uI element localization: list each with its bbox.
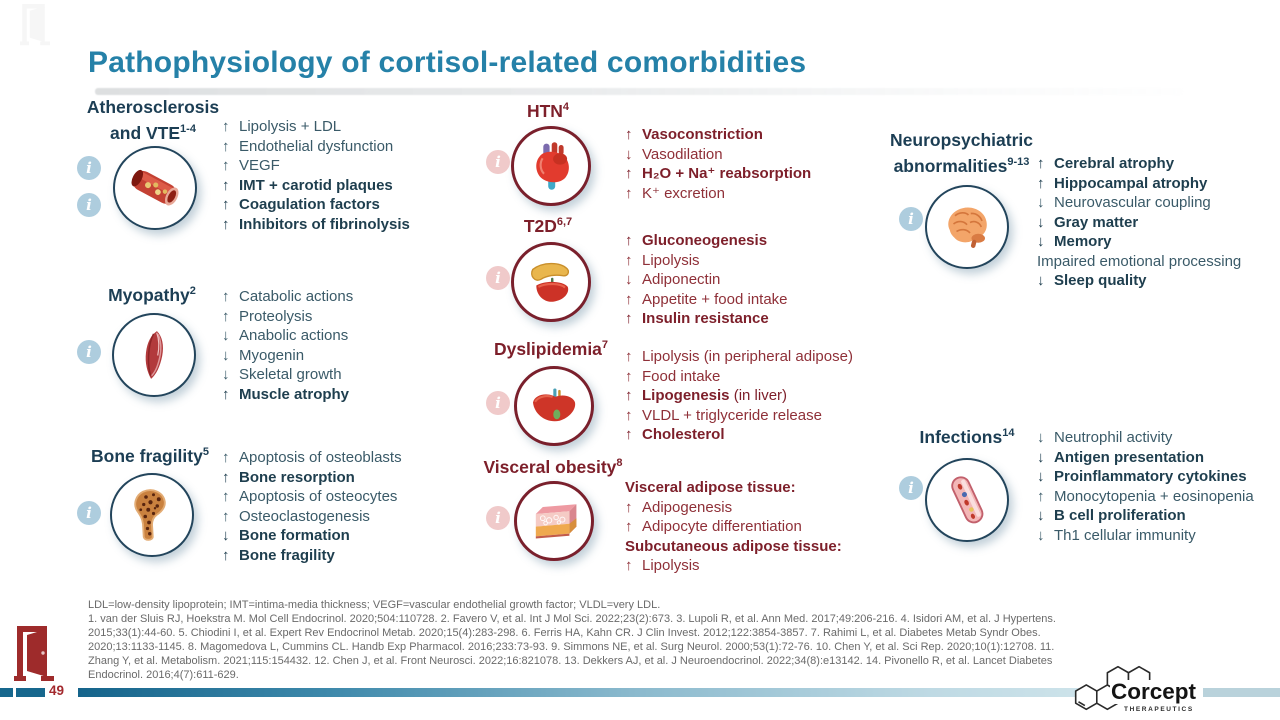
- reference-superscript: 6,7: [556, 216, 573, 228]
- list-item: [625, 164, 811, 184]
- section-title: Visceral obesity$^8$: [483, 456, 623, 477]
- up-arrow-icon: ↑: [625, 184, 633, 202]
- down-arrow-icon: ↓: [1037, 233, 1045, 250]
- list-item: [625, 425, 853, 445]
- section-title: HTN$^4$: [526, 100, 570, 121]
- up-arrow-icon: ↑: [625, 251, 633, 269]
- list-item: [1037, 174, 1241, 194]
- door-watermark-icon: [20, 4, 50, 46]
- item-text: Anabolic actions: [239, 327, 349, 344]
- down-arrow-icon: ↓: [1037, 468, 1045, 485]
- down-arrow-icon: ↓: [222, 527, 230, 544]
- up-arrow-icon: ↑: [625, 310, 633, 327]
- item-text: Catabolic actions: [239, 288, 354, 305]
- list-item: [1037, 232, 1241, 252]
- down-arrow-icon: ↓: [1037, 507, 1045, 524]
- up-arrow-icon: ↑: [625, 126, 633, 143]
- item-text: Hippocampal atrophy: [1054, 174, 1208, 192]
- up-arrow-icon: ↑: [222, 137, 230, 155]
- bullet-list: [1037, 154, 1241, 291]
- up-arrow-icon: ↑: [222, 196, 230, 213]
- footer-bar-segment: [16, 688, 45, 697]
- item-text: Lipogenesis: [642, 387, 730, 404]
- list-item: [222, 117, 410, 137]
- list-item: [1037, 252, 1241, 272]
- down-arrow-icon: ↓: [1037, 429, 1045, 446]
- references-text: 1. van der Sluis RJ, Hoekstra M. Mol Cell Endocrinol. 2020;504:110728. 2. Favero V, et al. Int J Mol Sci. 2022;23(2):673. 3. Lupoli R, et al. Ann Med. 2017;49:206-216. 4. Isidori AM, et al. J Hypertens. 2015;33(1):44-60. 5. Chiodini I, et al. Expert Rev Endocrinol Metab. 2020;15(4):283-298. 6. Ferris HA, Kahn CR. J Clin Invest. 2012;122:3854-3857. 7. Rahimi L, et al. Diabetes Metab Syndr Obes. 2020;13:1133-1145. 8. Magomedova L, Cummins CL. Handb Exp Pharmacol. 2016;233:73-93. 9. Simmons NE, et al. Surg Neurol. 2000;53(1):72-76. 10. Chen Y, et al. Sci Rep. 2020;10(1):12708. 11. Zhang Y, et al. Metabolism. 2021;115:154432. 12. Chen J, et al. Front Neurosci. 2022;16:821078. 13. Dekkers AJ, et al. J Neuroendocrinol. 2022;34(8):e13142. 14. Pivonello R, et al. Lancet Diabetes Endocrinol. 2016;4(7):611-629.: [88, 612, 1056, 681]
- up-arrow-icon: ↑: [1037, 487, 1045, 505]
- item-text: Subcutaneous adipose tissue:: [625, 537, 842, 555]
- list-item: [625, 145, 811, 165]
- list-item: [1037, 526, 1254, 546]
- item-text: Gray matter: [1054, 213, 1139, 231]
- list-item: [222, 526, 402, 546]
- up-arrow-icon: ↑: [625, 406, 633, 424]
- icon-circle: [112, 313, 196, 397]
- bullet-list: [222, 117, 410, 234]
- list-item: [625, 347, 853, 367]
- list-item: [222, 546, 402, 566]
- section-title: Atherosclerosis and VTE$^{1-4}$: [86, 97, 220, 143]
- list-item: [625, 556, 842, 576]
- info-icon[interactable]: i: [77, 193, 101, 217]
- brain-icon: [937, 197, 997, 257]
- up-arrow-icon: ↑: [625, 426, 633, 443]
- item-text: Skeletal growth: [239, 366, 342, 383]
- down-arrow-icon: ↓: [1037, 194, 1045, 211]
- list-item: [222, 346, 353, 366]
- list-item: [222, 215, 410, 235]
- up-arrow-icon: ↑: [625, 232, 633, 249]
- heart-icon: [523, 138, 579, 194]
- item-text: Food intake: [642, 367, 721, 385]
- logo-subtext: THERAPEUTICS: [1124, 706, 1194, 713]
- list-item: [222, 385, 353, 405]
- list-item: [222, 507, 402, 527]
- up-arrow-icon: ↑: [625, 498, 633, 516]
- icon-circle: [514, 481, 594, 561]
- down-arrow-icon: ↓: [1037, 526, 1045, 544]
- reference-superscript: 4: [562, 101, 570, 113]
- info-icon[interactable]: i: [899, 207, 923, 231]
- up-arrow-icon: ↑: [222, 288, 230, 305]
- item-text: Bone fragility: [239, 546, 335, 564]
- section-title: Myopathy$^2$: [108, 284, 196, 305]
- info-icon[interactable]: i: [77, 501, 101, 525]
- list-item: [222, 468, 402, 488]
- abbreviations-text: LDL=low-density lipoprotein; IMT=intima-media thickness; VEGF=vascular endothelial growth factor; VLDL=very LDL.: [88, 599, 661, 611]
- item-text: VEGF: [239, 157, 280, 174]
- list-item: [1037, 506, 1254, 526]
- item-text: Lipolysis: [642, 557, 700, 574]
- corcept-logo: [1064, 648, 1224, 716]
- item-text: Muscle atrophy: [239, 385, 350, 403]
- footer-bar-segment: [0, 688, 13, 697]
- blood-vessel-icon: [937, 470, 997, 530]
- up-arrow-icon: ↑: [625, 367, 633, 385]
- item-text: Impaired emotional processing: [1037, 252, 1242, 270]
- footer-bar: [78, 688, 1084, 697]
- item-text: Lipolysis (in peripheral adipose): [642, 348, 853, 365]
- item-text: Cholesterol: [642, 426, 725, 443]
- up-arrow-icon: ↑: [222, 307, 230, 325]
- item-text: Adipogenesis: [642, 498, 733, 516]
- up-arrow-icon: ↑: [625, 290, 633, 308]
- item-text: Proinflammatory cytokines: [1054, 468, 1247, 485]
- reference-superscript: 1-4: [180, 123, 196, 135]
- up-arrow-icon: ↑: [222, 385, 230, 403]
- bullet-list: [625, 231, 788, 329]
- info-icon[interactable]: i: [486, 266, 510, 290]
- item-text: Osteoclastogenesis: [239, 507, 370, 525]
- list-item: [625, 406, 853, 426]
- list-item: [1037, 213, 1241, 233]
- door-logo-icon: [14, 626, 54, 682]
- list-item: [222, 287, 353, 307]
- list-item: [222, 448, 402, 468]
- list-item: [625, 125, 811, 145]
- info-icon[interactable]: i: [486, 506, 510, 530]
- footnotes: [88, 599, 1068, 682]
- up-arrow-icon: ↑: [222, 546, 230, 564]
- bullet-list: [1037, 428, 1254, 545]
- logo-name: Corcept: [1111, 679, 1197, 704]
- section-title: Infections$^{14}$: [919, 426, 1015, 447]
- list-item: [1037, 428, 1254, 448]
- list-item: [625, 478, 842, 498]
- item-text: Neurovascular coupling: [1054, 194, 1211, 211]
- list-item: [1037, 467, 1254, 487]
- info-icon[interactable]: i: [77, 340, 101, 364]
- item-text: Vasoconstriction: [642, 126, 763, 143]
- item-text: Lipolysis: [642, 251, 700, 269]
- up-arrow-icon: ↑: [625, 165, 633, 182]
- up-arrow-icon: ↑: [1037, 174, 1045, 192]
- reference-superscript: 2: [189, 285, 196, 297]
- bullet-list: [222, 448, 402, 565]
- item-text: Proteolysis: [239, 307, 313, 325]
- list-item: [625, 270, 788, 290]
- item-text: Adipocyte differentiation: [642, 518, 802, 535]
- down-arrow-icon: ↓: [1037, 272, 1045, 289]
- list-item: [222, 176, 410, 196]
- section-title: Neuropsychiatric abnormalities$^{9-13}$: [890, 130, 1033, 176]
- item-text: Monocytopenia + eosinopenia: [1054, 487, 1254, 505]
- down-arrow-icon: ↓: [1037, 448, 1045, 466]
- item-text: Coagulation factors: [239, 196, 380, 213]
- list-item: [625, 517, 842, 537]
- down-arrow-icon: ↓: [625, 271, 633, 288]
- list-item: [625, 290, 788, 310]
- list-item: [1037, 193, 1241, 213]
- item-text: Memory: [1054, 233, 1112, 250]
- item-text: Gluconeogenesis: [642, 232, 768, 249]
- reference-superscript: 14: [1002, 427, 1015, 439]
- up-arrow-icon: ↑: [222, 118, 230, 135]
- item-text: IMT + carotid plaques: [239, 176, 393, 194]
- list-item: [625, 309, 788, 329]
- bullet-list: [625, 347, 853, 445]
- icon-circle: [511, 242, 591, 322]
- page-title: Pathophysiology of cortisol-related comorbidities: [88, 46, 807, 79]
- list-item: [222, 326, 353, 346]
- item-text: Myogenin: [239, 346, 305, 364]
- list-item: [625, 184, 811, 204]
- item-text: Adiponectin: [642, 271, 721, 288]
- up-arrow-icon: ↑: [222, 176, 230, 194]
- list-item: [1037, 154, 1241, 174]
- reference-superscript: 8: [616, 457, 623, 469]
- list-item: [1037, 448, 1254, 468]
- item-text: VLDL + triglyceride release: [642, 406, 822, 424]
- up-arrow-icon: ↑: [222, 449, 230, 466]
- liver-icon: [526, 378, 582, 434]
- list-item: [222, 156, 410, 176]
- info-icon[interactable]: i: [486, 150, 510, 174]
- list-item: [625, 231, 788, 251]
- bullet-list: [222, 287, 353, 404]
- info-icon[interactable]: i: [77, 156, 101, 180]
- up-arrow-icon: ↑: [625, 387, 633, 404]
- list-item: [1037, 487, 1254, 507]
- bone-icon: [122, 485, 182, 545]
- down-arrow-icon: ↓: [222, 346, 230, 364]
- icon-circle: [511, 126, 591, 206]
- item-text: H₂O + Na⁺ reabsorption: [642, 165, 812, 182]
- info-icon[interactable]: i: [899, 476, 923, 500]
- up-arrow-icon: ↑: [625, 518, 633, 535]
- section-title: Bone fragility$^5$: [91, 445, 209, 466]
- title-divider: [95, 88, 1183, 95]
- item-text: Bone formation: [239, 527, 350, 544]
- down-arrow-icon: ↓: [222, 327, 230, 344]
- list-item: [625, 386, 853, 406]
- item-text: K⁺ excretion: [642, 184, 725, 202]
- up-arrow-icon: ↑: [625, 557, 633, 574]
- list-item: [625, 498, 842, 518]
- icon-circle: [110, 473, 194, 557]
- item-text: Vasodilation: [642, 145, 723, 163]
- item-text: Endothelial dysfunction: [239, 137, 394, 155]
- info-icon[interactable]: i: [486, 391, 510, 415]
- item-text: Lipolysis + LDL: [239, 118, 342, 135]
- bullet-list: [625, 125, 811, 203]
- icon-circle: [514, 366, 594, 446]
- item-text: Bone resorption: [239, 468, 355, 486]
- bullet-list: [625, 478, 842, 576]
- page-number: 49: [49, 683, 65, 698]
- item-text: Inhibitors of fibrinolysis: [239, 215, 410, 233]
- item-text: Insulin resistance: [642, 310, 769, 327]
- item-text: Th1 cellular immunity: [1054, 526, 1196, 544]
- up-arrow-icon: ↑: [222, 215, 230, 233]
- list-item: [222, 137, 410, 157]
- icon-circle: [925, 185, 1009, 269]
- item-text: B cell proliferation: [1054, 507, 1186, 524]
- adipose-tissue-icon: [526, 493, 582, 549]
- section-title: Dyslipidemia$^7$: [493, 338, 609, 359]
- up-arrow-icon: ↑: [1037, 155, 1045, 172]
- up-arrow-icon: ↑: [222, 507, 230, 525]
- item-text: Visceral adipose tissue:: [625, 479, 796, 496]
- item-text: Appetite + food intake: [642, 290, 788, 308]
- list-item: [625, 251, 788, 271]
- list-item: [222, 195, 410, 215]
- up-arrow-icon: ↑: [222, 488, 230, 505]
- item-text: Neutrophil activity: [1054, 429, 1173, 446]
- down-arrow-icon: ↓: [625, 145, 633, 163]
- pancreas-liver-icon: [523, 254, 579, 310]
- reference-superscript: 7: [601, 339, 609, 351]
- list-item: [222, 307, 353, 327]
- muscle-icon: [124, 325, 184, 385]
- item-text-suffix: (in liver): [729, 387, 788, 404]
- artery-icon: [125, 158, 185, 218]
- item-text: Sleep quality: [1054, 272, 1147, 289]
- list-item: [625, 537, 842, 557]
- section-title: $T2D^{6,7}$: [523, 215, 573, 236]
- item-text: Apoptosis of osteoblasts: [239, 449, 402, 466]
- down-arrow-icon: ↓: [1037, 213, 1045, 231]
- icon-circle: [925, 458, 1009, 542]
- list-item: [222, 487, 402, 507]
- up-arrow-icon: ↑: [222, 468, 230, 486]
- list-item: [1037, 271, 1241, 291]
- down-arrow-icon: ↓: [222, 366, 230, 383]
- up-arrow-icon: ↑: [625, 348, 633, 365]
- item-text: Apoptosis of osteocytes: [239, 488, 398, 505]
- icon-circle: [113, 146, 197, 230]
- item-text: Antigen presentation: [1054, 448, 1205, 466]
- reference-superscript: 5: [202, 446, 209, 458]
- list-item: [222, 365, 353, 385]
- reference-superscript: 9-13: [1007, 156, 1030, 168]
- item-text: Cerebral atrophy: [1054, 155, 1175, 172]
- up-arrow-icon: ↑: [222, 157, 230, 174]
- list-item: [625, 367, 853, 387]
